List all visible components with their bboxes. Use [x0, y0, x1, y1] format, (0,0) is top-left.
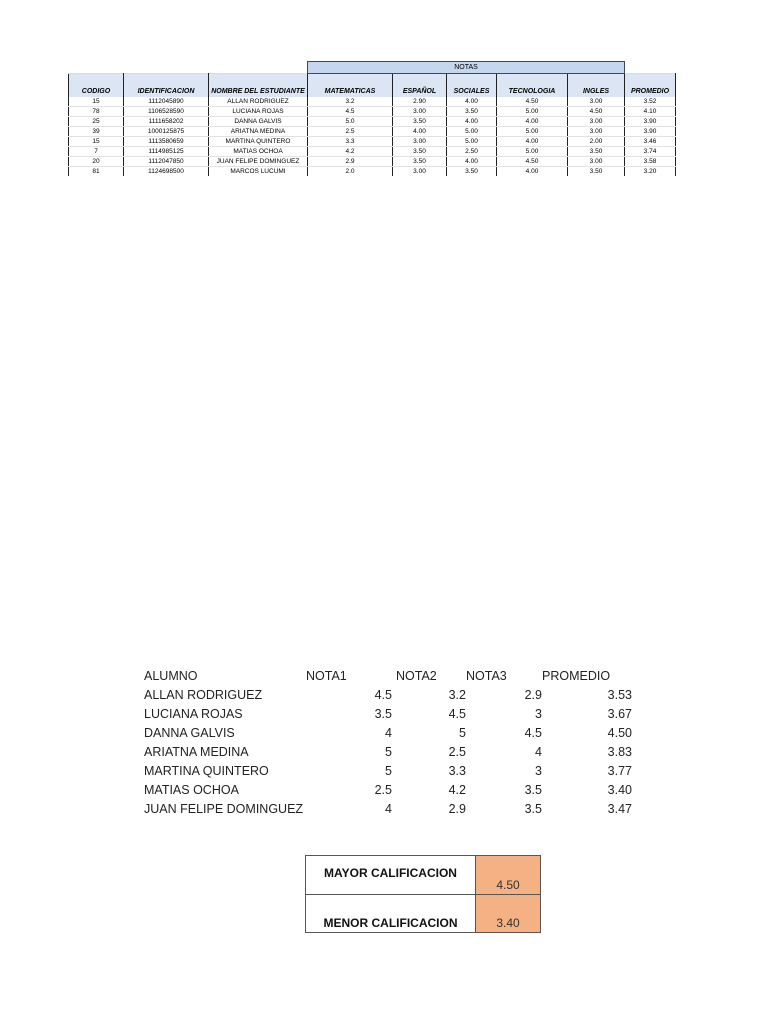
col-header-sociales[interactable]: SOCIALES — [447, 74, 497, 98]
cell[interactable]: 4.10 — [625, 107, 676, 117]
cell[interactable]: 1114985125 — [124, 147, 209, 157]
alumnos-table — [144, 666, 632, 818]
cell[interactable]: ALLAN RODRIGUEZ — [144, 687, 263, 702]
header-nota3[interactable]: NOTA3 — [466, 668, 507, 683]
cell[interactable]: 25 — [69, 117, 124, 127]
cell[interactable]: 4.5 — [524, 725, 542, 740]
cell[interactable]: 2.9 — [308, 157, 393, 167]
cell[interactable]: 5.0 — [308, 117, 393, 127]
cell[interactable]: 5 — [459, 725, 466, 740]
col-header-ingles[interactable]: INGLES — [568, 74, 625, 98]
cell[interactable]: DANNA GALVIS — [144, 725, 235, 740]
col-header-matematicas[interactable]: MATEMATICAS — [308, 74, 393, 98]
cell[interactable]: 1112045890 — [124, 97, 209, 107]
table-row — [69, 157, 676, 167]
cell[interactable]: 5.00 — [447, 137, 497, 147]
header-nota1[interactable]: NOTA1 — [306, 668, 347, 683]
table-row — [69, 127, 676, 137]
cell[interactable]: 3.2 — [308, 97, 393, 107]
cell[interactable]: 4.00 — [447, 157, 497, 167]
list-item — [144, 780, 632, 799]
cell[interactable]: 15 — [69, 137, 124, 147]
min-grade-label[interactable]: MENOR CALIFICACION — [306, 895, 476, 933]
list-item — [144, 742, 632, 761]
cell[interactable]: 7 — [69, 147, 124, 157]
list-item — [144, 685, 632, 704]
col-header-nombre[interactable]: NOMBRE DEL ESTUDIANTE — [209, 74, 308, 98]
cell[interactable]: 4.00 — [497, 137, 568, 147]
cell[interactable]: ARIATNA MEDINA — [209, 127, 308, 137]
cell[interactable]: 5 — [385, 763, 392, 778]
cell[interactable]: 2.00 — [568, 137, 625, 147]
table-row — [69, 167, 676, 177]
cell[interactable]: 39 — [69, 127, 124, 137]
cell[interactable]: 1111658202 — [124, 117, 209, 127]
cell[interactable]: 4.00 — [393, 127, 447, 137]
cell[interactable]: DANNA GALVIS — [209, 117, 308, 127]
grades-table — [68, 61, 676, 176]
list-item — [144, 761, 632, 780]
cell[interactable]: 3.00 — [393, 107, 447, 117]
cell[interactable]: 5.00 — [497, 107, 568, 117]
cell[interactable]: 3.74 — [625, 147, 676, 157]
col-header-codigo[interactable]: CODIGO — [69, 74, 124, 98]
cell[interactable]: 78 — [69, 107, 124, 117]
cell[interactable]: 3.00 — [393, 167, 447, 177]
cell[interactable]: 3.90 — [625, 117, 676, 127]
table-row — [69, 137, 676, 147]
cell[interactable]: MATIAS OCHOA — [144, 782, 239, 797]
cell[interactable]: 4 — [535, 744, 542, 759]
cell[interactable]: 1113580659 — [124, 137, 209, 147]
cell[interactable]: 4.00 — [447, 97, 497, 107]
cell[interactable]: 1106528590 — [124, 107, 209, 117]
list-item — [144, 723, 632, 742]
cell[interactable]: 3 — [535, 763, 542, 778]
cell[interactable]: 4.50 — [497, 157, 568, 167]
cell[interactable]: MATIAS OCHOA — [209, 147, 308, 157]
cell[interactable]: 3.83 — [607, 744, 632, 759]
cell[interactable]: JUAN FELIPE DOMINGUEZ — [144, 801, 304, 816]
cell[interactable]: 2.90 — [393, 97, 447, 107]
cell[interactable]: ARIATNA MEDINA — [144, 744, 249, 759]
cell[interactable]: ALLAN RODRIGUEZ — [209, 97, 308, 107]
cell[interactable]: 3.53 — [607, 687, 632, 702]
cell[interactable]: 3.58 — [625, 157, 676, 167]
summary-box — [305, 855, 541, 933]
cell[interactable]: 4.50 — [568, 107, 625, 117]
cell[interactable]: 1112047850 — [124, 157, 209, 167]
cell[interactable]: 4.00 — [497, 167, 568, 177]
cell[interactable]: 4.50 — [607, 725, 632, 740]
table-row — [69, 117, 676, 127]
cell[interactable]: 3.2 — [448, 687, 466, 702]
cell[interactable]: 3.50 — [568, 147, 625, 157]
cell[interactable]: 3.47 — [607, 801, 632, 816]
cell[interactable]: MARTINA QUINTERO — [209, 137, 308, 147]
cell[interactable]: 3.67 — [607, 706, 632, 721]
cell[interactable]: 4.00 — [447, 117, 497, 127]
cell[interactable]: 2.50 — [447, 147, 497, 157]
header-nota2[interactable]: NOTA2 — [396, 668, 437, 683]
cell[interactable]: 3 — [535, 706, 542, 721]
cell[interactable]: 3.5 — [524, 782, 542, 797]
max-grade-label[interactable]: MAYOR CALIFICACION — [306, 856, 476, 895]
cell[interactable]: 3.50 — [447, 167, 497, 177]
cell[interactable]: 2.0 — [308, 167, 393, 177]
notas-group-header[interactable]: NOTAS — [308, 62, 625, 74]
alumnos-header-row — [144, 666, 632, 685]
cell[interactable]: 4.2 — [448, 782, 466, 797]
cell[interactable]: 4 — [385, 725, 392, 740]
cell[interactable]: 2.9 — [448, 801, 466, 816]
list-item — [144, 704, 632, 723]
cell[interactable]: JUAN FELIPE DOMINGUEZ — [209, 157, 308, 167]
cell[interactable]: 5.00 — [447, 127, 497, 137]
cell[interactable]: 3.50 — [447, 107, 497, 117]
cell[interactable]: 3.5 — [374, 706, 392, 721]
cell[interactable]: 3.3 — [308, 137, 393, 147]
col-header-tecnologia[interactable]: TECNOLOGIA — [497, 74, 568, 98]
cell[interactable]: 3.50 — [393, 157, 447, 167]
min-grade-value[interactable]: 3.40 — [476, 895, 541, 933]
cell[interactable]: 3.77 — [607, 763, 632, 778]
cell[interactable]: 2.5 — [374, 782, 392, 797]
cell[interactable]: 3.50 — [393, 147, 447, 157]
cell[interactable]: 5.00 — [497, 127, 568, 137]
cell[interactable]: 4.5 — [448, 706, 466, 721]
cell[interactable]: 3.00 — [568, 97, 625, 107]
cell[interactable]: 4.2 — [308, 147, 393, 157]
cell[interactable]: 3.5 — [524, 801, 542, 816]
header-alumno[interactable]: ALUMNO — [144, 668, 198, 683]
cell[interactable]: 3.00 — [393, 137, 447, 147]
cell[interactable]: 4.5 — [308, 107, 393, 117]
cell[interactable]: 1124698500 — [124, 167, 209, 177]
col-header-identificacion[interactable]: IDENTIFICACION — [124, 74, 209, 98]
cell[interactable]: 2.9 — [524, 687, 542, 702]
table-row — [69, 147, 676, 157]
cell[interactable]: 15 — [69, 97, 124, 107]
header-promedio[interactable]: PROMEDIO — [542, 668, 611, 683]
cell[interactable]: 5.00 — [497, 147, 568, 157]
col-header-promedio[interactable]: PROMEDIO — [625, 74, 676, 98]
col-header-espanol[interactable]: ESPAÑOL — [393, 74, 447, 98]
cell[interactable]: 1000125875 — [124, 127, 209, 137]
cell[interactable]: 3.40 — [607, 782, 632, 797]
cell[interactable]: MARTINA QUINTERO — [144, 763, 269, 778]
cell[interactable]: 3.20 — [625, 167, 676, 177]
cell[interactable]: 20 — [69, 157, 124, 167]
cell[interactable]: 3.00 — [568, 127, 625, 137]
cell[interactable]: LUCIANA ROJAS — [209, 107, 308, 117]
cell[interactable]: 4.5 — [374, 687, 392, 702]
cell[interactable]: 4.50 — [497, 97, 568, 107]
cell[interactable]: 3.90 — [625, 127, 676, 137]
cell[interactable]: 3.00 — [568, 157, 625, 167]
table-row — [69, 97, 676, 107]
cell[interactable]: 81 — [69, 167, 124, 177]
cell[interactable]: LUCIANA ROJAS — [144, 706, 243, 721]
cell[interactable]: 5 — [385, 744, 392, 759]
cell[interactable]: 3.3 — [448, 763, 466, 778]
cell[interactable]: 3.50 — [568, 167, 625, 177]
cell[interactable]: 3.50 — [393, 117, 447, 127]
cell[interactable]: 3.46 — [625, 137, 676, 147]
cell[interactable]: 3.52 — [625, 97, 676, 107]
cell[interactable]: 2.5 — [308, 127, 393, 137]
max-grade-value[interactable]: 4.50 — [476, 856, 541, 895]
cell[interactable]: 2.5 — [448, 744, 466, 759]
table-row — [69, 107, 676, 117]
cell[interactable]: 4.00 — [497, 117, 568, 127]
cell[interactable]: 4 — [385, 801, 392, 816]
cell[interactable]: 3.00 — [568, 117, 625, 127]
list-item — [144, 799, 632, 818]
cell[interactable]: MARCOS LUCUMI — [209, 167, 308, 177]
